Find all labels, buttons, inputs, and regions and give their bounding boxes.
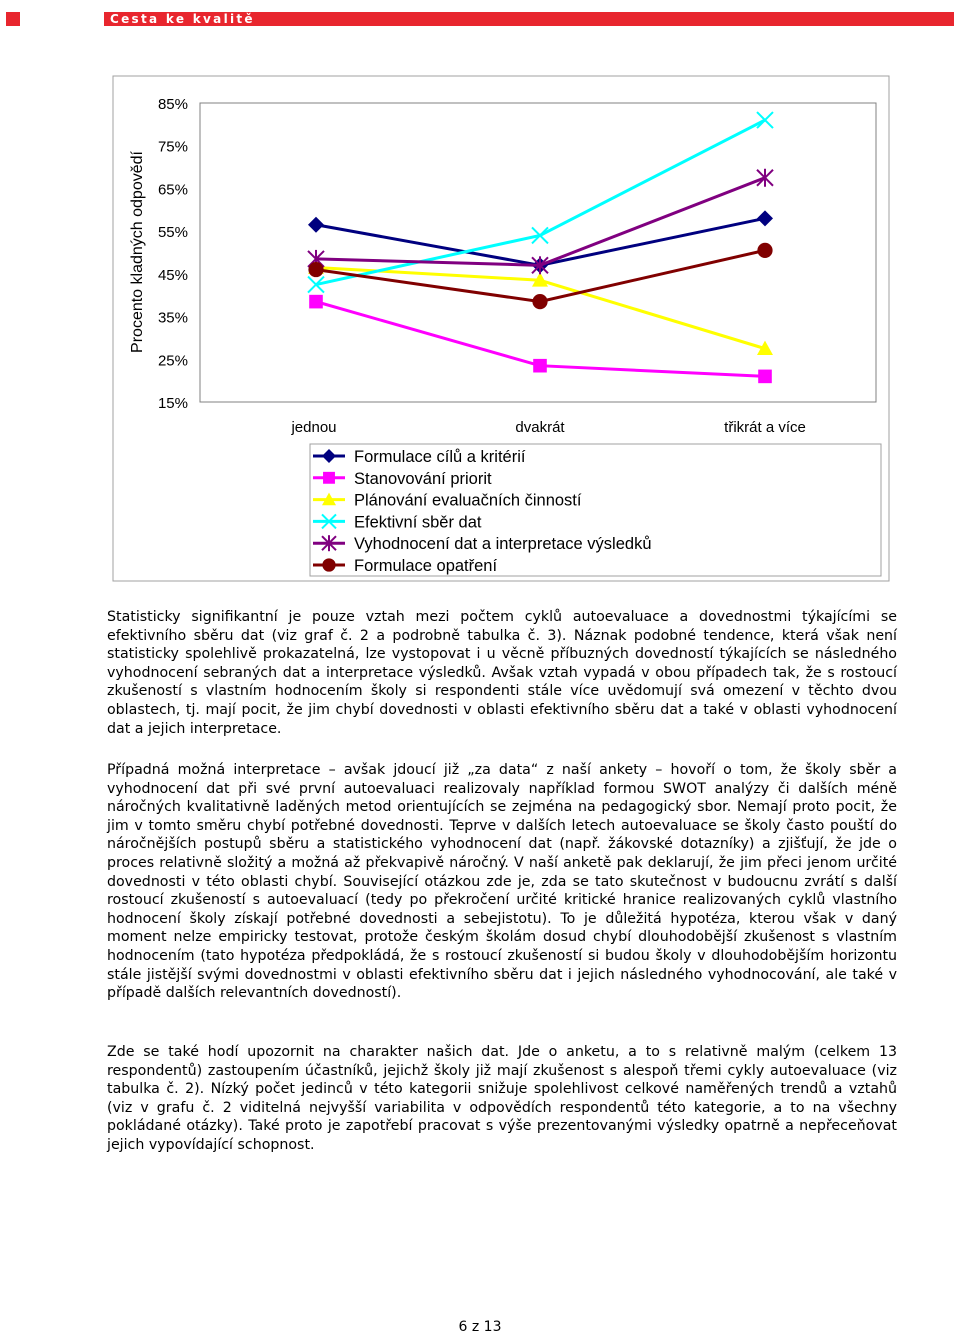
legend-label: Formulace opatření [354, 557, 498, 575]
legend-item [313, 492, 582, 510]
data-point-marker [532, 294, 547, 309]
y-axis-label: Procento kladných odpovědí [129, 151, 146, 353]
x-tick-label: jednou [291, 419, 337, 436]
data-point-marker [308, 262, 323, 277]
y-tick-label: 55% [157, 224, 188, 242]
page-number: 6 z 13 [458, 1319, 502, 1335]
plot-area [200, 103, 876, 402]
y-tick-label: 85% [157, 96, 188, 113]
header-title: Cesta ke kvalitě [110, 12, 255, 26]
paragraph-1: Statisticky signifikantní je pouze vztah mezi počtem cyklů autoevaluace a dovednostmi týkajícími se efektivního sběru dat (viz graf č. 2 a podrobně tabulka č. 3). Náznak podobné tendence, která však není statisticky spolehlivě prokazatelná, lze vystopovat i u věcně příbuzných dovedností týkajících se následného vyhodnocení sebraných dat a interpretace výsledků. Avšak vztah vypadá v obou případech tak, že s rostoucí zkušeností s vlastním hodnocením školy si respondenti stále více uvědomují svá omezení v těchto dvou oblastech, tj. mají pocit, že jim chybí dovednosti v oblasti efektivního sběru dat a také v oblasti vyhodnocení dat a jejich interpretace. [107, 609, 897, 737]
paragraph-3: Zde se také hodí upozornit na charakter našich dat. Jde o anketu, a to s relativně malým (celkem 13 respondentů) zastoupením účastníků, jejichž školy již mají zkušenost s alespoň třemi cykly autoevaluace (viz tabulka č. 2). Nízký počet jedinců v této kategorii snižuje spolehlivost celkové naměřených trendů a vztahů (viz v grafu č. 2 viditelná nejvyšší variabilita v odpovědích respondentů této kategorie, a to na všechny pokládané otázky). Také proto je zapotřebí pracovat s výše prezentovanými výsledky opatrně a nepřeceňovat jejich vypovídající schopnost. [107, 1044, 897, 1153]
data-point-marker [757, 243, 772, 258]
y-tick-label: 65% [157, 181, 188, 199]
x-tick-label: dvakrát [515, 419, 565, 436]
y-tick-label: 35% [157, 309, 188, 327]
y-tick-label: 45% [157, 266, 188, 284]
legend-item [313, 535, 652, 553]
line-chart [0, 0, 960, 600]
legend-label: Stanovování priorit [354, 469, 492, 488]
data-point-marker [758, 370, 772, 384]
data-point-marker [322, 558, 335, 571]
legend-label: Vyhodnocení dat a interpretace výsledků [354, 535, 652, 554]
data-point-marker [323, 472, 335, 484]
data-point-marker [309, 295, 323, 309]
y-tick-label: 25% [157, 352, 188, 370]
y-tick-label: 15% [157, 395, 188, 412]
legend-label: Formulace cílů a kritérií [354, 448, 526, 466]
legend-label: Plánování evaluačních činností [354, 491, 582, 510]
data-point-marker [533, 359, 547, 373]
paragraph-2: Případná možná interpretace – avšak jdoucí již „za data“ z naší ankety – hovoří o tom, že školy sběr a vyhodnocení dat při své první autoevaluaci realizovaly například formou SWOT analýzy či dalších méně náročných kvalitativně laděných metod orientujících se zejména na pedagogický sbor. Nemají proto pocit, že jim v tomto směru chybí potřebné dovednosti. Teprve v dalších letech autoevaluace se školy často pouští do náročnějších postupů sběru a statistického vyhodnocení dat (např. žákovské dotazníky) a zjišťují, že jde o proces relativně složitý a možná až překvapivě náročný. V naší anketě pak deklarují, že jim přeci jenom určité dovednosti v této oblasti chybí. Související otázkou zde je, zda se tato skutečnost v budoucnu zvrátí s další rostoucí zkušeností s autoevaluací (tedy po překročení určité kritické hranice realizovaných cyklů vlastního hodnocení školy získají potřebné dovednosti a sebejistotu). To je důležitá hypotéza, kterou však v daný moment nelze empiricky testovat, protože českým školám dosud chybí dlouhodobější zkušenost s vlastním hodnocením (tato hypotéza předpokládá, že s rostoucí zkušeností si budou školy v dlouhodobějším horizontu stále jistější svými dovednostmi v oblasti efektivního sběru dat i jejich následného vyhodnocování, ale také v případě dalších relevantních dovedností). [107, 762, 897, 1002]
y-tick-label: 75% [157, 138, 188, 156]
legend-label: Efektivní sběr dat [354, 513, 482, 532]
x-tick-label: třikrát a více [724, 419, 806, 436]
